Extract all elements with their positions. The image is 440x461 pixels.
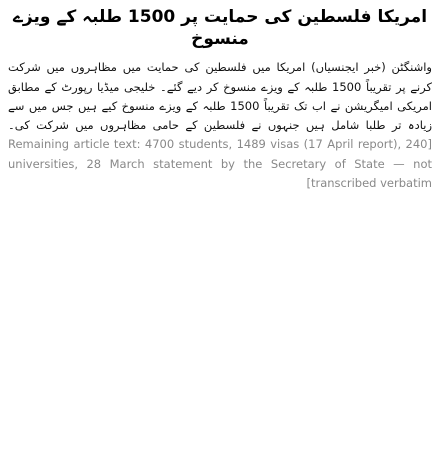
article-body [8, 58, 432, 193]
article-headline: امریکا فلسطین کی حمایت پر 1500 طلبہ کے ویزے منسوخ [12, 7, 428, 50]
article-body-lead: واشنگٹن (خبر ایجنسیاں) امریکا میں فلسطین کی حمایت میں مظاہروں میں شرکت کرنے پر تقریباً 1500 طلبہ کے ویزے منسوخ کر دیے گئے۔ خلیجی میڈیا رپورٹ کے مطابق امریکی امیگریشن نے اب تک تقریباً 1500 طلبہ کے ویزے منسوخ کیے ہیں جس میں سے زیادہ تر طلبا شامل ہیں جنہوں نے فلسطین کے حامی مظاہروں میں شرکت کی۔ [8, 60, 433, 133]
article-body-note: [Remaining article text: 4700 students, 1489 visas (17 April report), 240 universities, 28 March statement by the Secretary of State — not transcribed verbatim] [8, 137, 432, 191]
